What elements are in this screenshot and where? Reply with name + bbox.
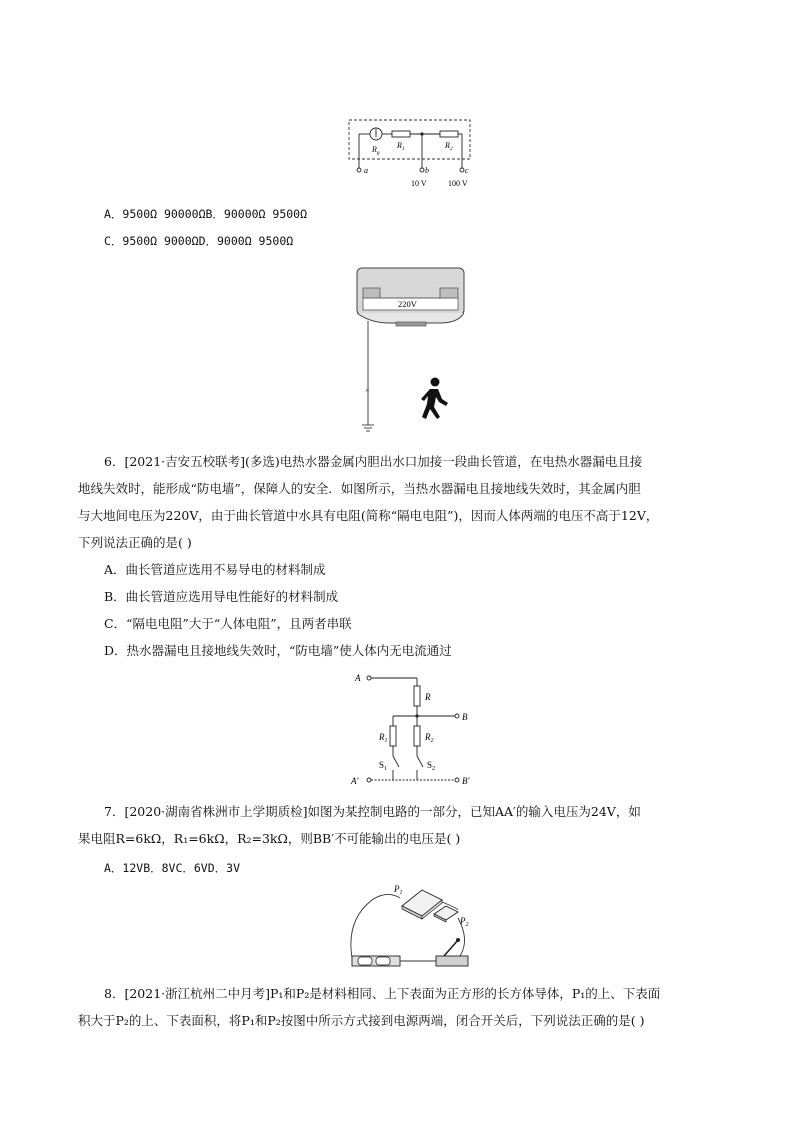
q6-option-a: A．曲长管道应选用不易导电的材料制成 <box>104 562 326 577</box>
r1-label: $R_1$ <box>397 141 405 152</box>
node-a-prime-label: A′ <box>351 776 359 786</box>
q6-stem-line-1: 6．[2021·吉安五校联考](多选)电热水器金属内胆出水口加接一段曲长管道，在电热水器漏电且接 <box>104 454 643 469</box>
conductor-blocks-figure <box>342 880 477 972</box>
q8-stem-line-2: 积大于P₂的上、下表面积，将P₁和P₂按图中所示方式接到电源两端，闭合开关后，下列说法正确的是( ) <box>78 1013 645 1028</box>
terminal-a-label: a <box>364 166 368 175</box>
q5-options-line-2: C．9500Ω 9000ΩD．9000Ω 9500Ω <box>104 234 294 248</box>
switch-s1-label: $S_1$ <box>379 760 388 772</box>
q6-option-b: B．曲长管道应选用导电性能好的材料制成 <box>104 589 339 604</box>
q8-stem-line-1: 8．[2021·浙江杭州二中月考]P₁和P₂是材料相同、上下表面为正方形的长方体导体，P₁的上、下表面 <box>104 986 661 1001</box>
q6-option-d: D．热水器漏电且接地线失效时，“防电墙”使人体内无电流通过 <box>104 643 452 658</box>
galvanometer-voltmeter-figure <box>340 116 480 192</box>
heater-voltage-label: 220V <box>398 299 417 309</box>
q7-stem-line-1: 7．[2020·湖南省株洲市上学期质检]如图为某控制电路的一部分，已知AA′的输入电压为24V，如 <box>104 804 641 819</box>
q7-options: A．12VB．8VC．6VD．3V <box>104 861 241 875</box>
q5-options-line-1: A．9500Ω 90000ΩB．90000Ω 9500Ω <box>104 207 308 221</box>
rg-label: $R_g$ <box>372 145 380 156</box>
terminal-b-label: b <box>425 166 429 175</box>
r2-label: $R_2$ <box>445 141 453 152</box>
q6-option-c: C．“隔电电阻”大于“人体电阻”，且两者串联 <box>104 616 352 631</box>
voltage-100v-label: 100 V <box>448 179 468 188</box>
resistor-r1-label: $R_1$ <box>379 732 388 744</box>
q6-stem-line-3: 与大地间电压为220V，由于曲长管道中水具有电阻(简称“隔电电阻”)，因而人体两端的电压不高于12V， <box>78 508 659 523</box>
block-p2-label: $P_2$ <box>460 916 469 928</box>
resistor-r2-label: $R_2$ <box>425 732 434 744</box>
switch-s2-label: $S_2$ <box>427 760 436 772</box>
control-circuit-figure <box>345 668 475 792</box>
q6-stem-line-4: 下列说法正确的是( ) <box>78 535 192 550</box>
water-heater-figure <box>350 265 470 441</box>
block-p1-label: $P_1$ <box>394 884 403 896</box>
q6-stem-line-2: 地线失效时，能形成“防电墙”，保障人的安全．如图所示，当热水器漏电且接地线失效时，其金属内胆 <box>78 481 641 496</box>
q7-stem-line-2: 果电阻R=6kΩ，R₁=6kΩ，R₂=3kΩ，则BB′不可能输出的电压是( ) <box>78 831 461 846</box>
walking-person-icon <box>421 378 448 420</box>
voltage-10v-label: 10 V <box>411 179 427 188</box>
node-a-label: A <box>355 673 361 683</box>
terminal-c-label: c <box>465 166 469 175</box>
svg-text:×: × <box>365 386 370 395</box>
node-b-label: B <box>462 712 468 722</box>
node-b-prime-label: B′ <box>462 776 470 786</box>
resistor-r-label: R <box>425 692 431 702</box>
